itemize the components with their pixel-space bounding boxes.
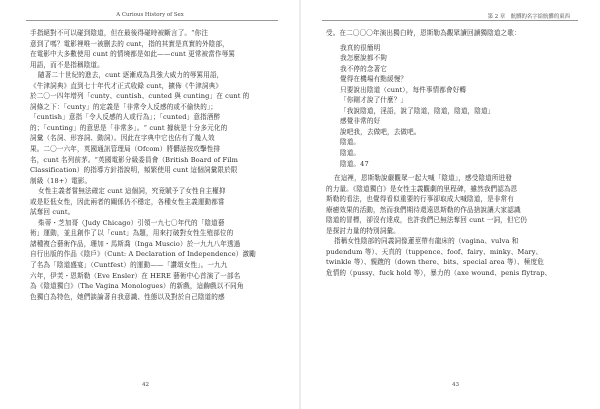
text-line: 了名為「陰道盛宴」（Cuntfest）的運動——「讚頌女性」。一九九 (30, 261, 228, 270)
running-head-left: A Curious History of Sex (116, 12, 184, 18)
text-line: 指稱女性陰部的同義詞像蓮莖帶有龍床的（vagina、vulva 和 (334, 237, 519, 246)
text-line: 色獨白為特色，她們談論著自我意識、性態以及對於自己陰道的感 (30, 292, 225, 301)
verse-line: 感覺非常的好 (340, 117, 381, 126)
verse-block (326, 127, 576, 138)
verse-block (326, 74, 576, 85)
verse-line: 我真的很簡明 (340, 43, 381, 52)
text-line: 受。在二〇〇〇年演出獨白時，恩斯勒為觀眾讀回讀獨陰道之歌： (326, 29, 521, 37)
text-line: twinkle 等）、親蹠的（down there、bits、special area 等）、極度危 (326, 258, 544, 267)
text-line: 自行出版的作品《陰戶》（Cunt: A Declaration of Independence）激勵 (30, 250, 256, 259)
left-page-body (30, 28, 278, 302)
verse-line: 陰道。47 (340, 159, 369, 168)
text-line: Classification）的指導方針指說明，頻繁使用 cunt 這個詞彙限於限 (30, 166, 238, 175)
verse-block (326, 106, 576, 117)
verse-block (326, 64, 576, 75)
verse-line: 只要說出陰道（cunt），每件事情都會好轉 (340, 85, 467, 94)
text-line: 「cuntish」意指「令人反感的人或行為」；「cunted」意指酒醉 (30, 113, 221, 122)
verse-block (326, 159, 576, 170)
header-rule-left (26, 20, 278, 21)
text-line: 在電影中大多數使用 cunt 的情境都是如此——cunt 更常被當作辱罵 (30, 50, 236, 59)
text-line: 在這裡，恩斯勒說嚴觀眾一起大喊「陰道」，感受陰道所迸發 (334, 174, 512, 183)
page-number-left: 42 (142, 382, 150, 388)
verse-line: 我不停的念著它 (340, 64, 387, 73)
page-number-right: 43 (452, 382, 460, 388)
text-line: 意到了嗎？電影裡唯一被删去的 cunt，指的其實是真實的外陰部， (30, 39, 229, 48)
text-line: 女性主義者嘗無法確定 cunt 這個詞，究竟賦予了女性自主權抑 (38, 187, 226, 196)
right-page (300, 0, 600, 409)
verse-line: 陰道。 (340, 149, 361, 158)
text-line: 手指絕對不可以碰到陰道，但在最後得碰時被斷言了。“你注 (30, 29, 209, 37)
text-line: 制級（18+）電影。 (30, 176, 92, 185)
text-line: 詞條之下：「cunty」的定義是「非常令人反感的或不偷快的」； (30, 102, 218, 111)
text-line: 或是貶低女性，因此兩者的關係仍不穩定，各種女性主義運動都嘗 (30, 197, 225, 206)
verse-block (326, 116, 576, 127)
text-line: 試奪回 cunt。 (30, 208, 75, 217)
text-line: 的；「cunting」的意思是「非常多」。“ cunt 據統是十分多元化的 (30, 123, 228, 132)
verse-block (326, 137, 576, 148)
text-line: 危情的（pussy、fuck hold 等），暴力的（axe wound、penis flytrap、 (326, 269, 552, 278)
text-line: 柴蒂・芝加哥（Judy Chicago）引領一九七〇年代的「陰道藝 (38, 218, 225, 227)
text-line: 於二〇一四年增列「cunty、cuntish、cunted 與 cunting」在 cunt 的 (30, 92, 250, 101)
text-line: 六年，伊芙・恩斯勒（Eve Ensler）在 HERE 藝術中心首演了一部名 (30, 271, 241, 280)
verse-block (326, 85, 576, 96)
verse-block (326, 53, 576, 64)
verse-line: 我怎麼說都不夠 (340, 54, 387, 63)
text-line: 是探討力量的特別詞彙。 (326, 226, 400, 235)
text-line: 的力量。《陰道獨白》是女性主義觀劇的里程碑，雖然我們認為恩 (326, 184, 518, 193)
verse-line: 「我說陰道，淫語，說了陰道，陰道，陰道，陰道」 (340, 106, 495, 115)
verse-block (326, 95, 576, 106)
text-line: 詞彙（名詞、形容詞、動詞）。因此在字典中它也佔有了幾人效 (30, 134, 215, 143)
text-line: 名，cunt 名列前茅。“英國電影分級委員會（British Board of Film (30, 155, 239, 164)
verse-line: 覺得在機場有點緩慢？ (340, 75, 408, 84)
text-line: 《牛津詞典》直到七十年代才正式收錄 cunt，擴佈《牛津詞典》 (30, 81, 223, 90)
right-page-body (326, 28, 576, 279)
text-line: 斯勒的看法，也覺得看似重要的行事卻取成大喊陰道，是非常有 (326, 195, 514, 204)
running-head-right: 第 2 章 骯髒的名字給骯髒的東西 (487, 14, 570, 20)
text-line: 術」運動，並且創作了以「cunt」為題，用來打破對女性生殖部位的 (30, 229, 234, 238)
verse-line: 陰道。 (340, 138, 361, 147)
text-line: pudendum 等）、天真的（tuppence、foof、fairy、minky、Mary、 (326, 247, 543, 256)
verse-block (326, 43, 576, 54)
text-line: 果。二〇一六年，英國通訊管理局（Ofcom）將髒話按攻擊性排 (30, 145, 221, 154)
text-line: 陰道的冒標，卻沒有達成，也許我們已無法奪回 cunt 一詞，但它仍 (326, 216, 528, 225)
text-line: 諸種複合藝術作品，珊加・馬斯喬（Inga Muscio）於一九九八年透過 (30, 239, 241, 248)
text-line: 療癒效果的活動，然而我們期待還遠恩斯勒的作品捨說讓大家認識 (326, 205, 521, 214)
verse-line: 「你剛才說了什麼？」 (340, 96, 408, 105)
verse-line: 說吧我，去做吧，去做吧。 (340, 127, 421, 136)
verse-block (326, 148, 576, 159)
text-line: 為《陰道獨白》（The Vagina Monologues）的新戲，這齣戲以不同角 (30, 282, 244, 291)
header-rule-right (322, 20, 578, 21)
text-line: 隨著二十世紀的進去，cunt 逐漸成為具強大威力的辱罵用語， (38, 71, 224, 80)
text-line: 用語，而不是指稱陰道。 (30, 60, 104, 69)
